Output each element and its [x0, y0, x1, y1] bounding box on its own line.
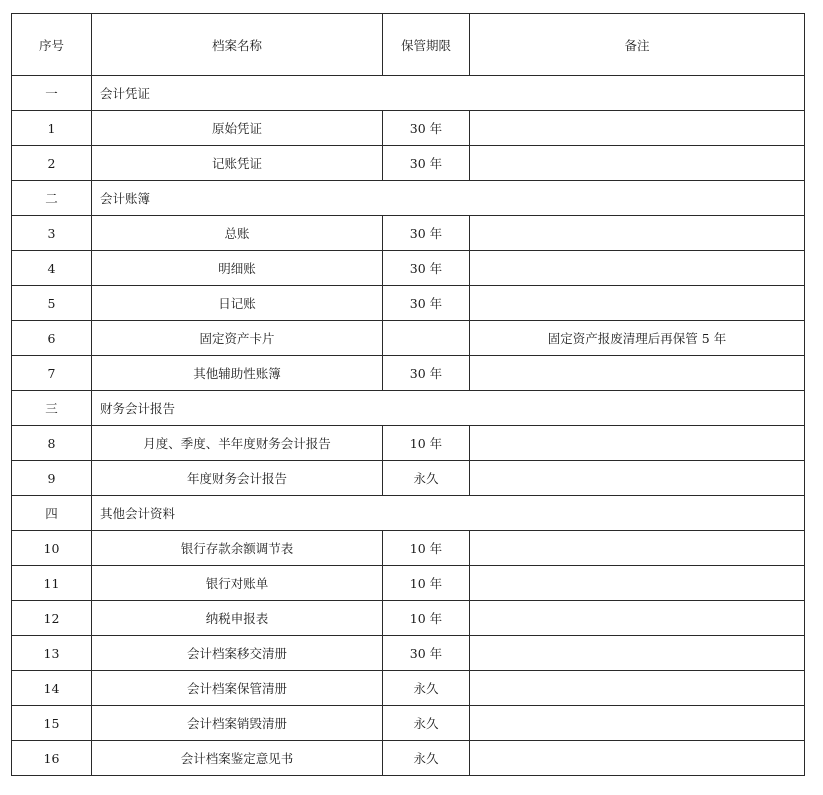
remark-cell	[470, 216, 805, 251]
seq-cell: 12	[12, 601, 92, 636]
table-row	[12, 251, 805, 286]
table-row	[12, 741, 805, 776]
table-row	[12, 146, 805, 181]
remark-cell	[470, 636, 805, 671]
archive-retention-table	[11, 13, 805, 776]
period-cell: 30 年	[383, 636, 470, 671]
header-remark: 备注	[470, 14, 805, 76]
seq-cell: 2	[12, 146, 92, 181]
section-seq-cell: 二	[12, 181, 92, 216]
period-cell: 30 年	[383, 111, 470, 146]
period-cell: 30 年	[383, 251, 470, 286]
name-cell: 银行对账单	[92, 566, 383, 601]
seq-cell: 10	[12, 531, 92, 566]
period-cell: 永久	[383, 741, 470, 776]
period-cell: 30 年	[383, 356, 470, 391]
table-row	[12, 356, 805, 391]
section-seq-cell: 四	[12, 496, 92, 531]
table-body	[12, 76, 805, 776]
seq-cell: 16	[12, 741, 92, 776]
seq-cell: 6	[12, 321, 92, 356]
remark-cell	[470, 531, 805, 566]
section-seq-cell: 一	[12, 76, 92, 111]
remark-cell	[470, 111, 805, 146]
section-row	[12, 391, 805, 426]
seq-cell: 9	[12, 461, 92, 496]
table-row	[12, 601, 805, 636]
seq-cell: 5	[12, 286, 92, 321]
name-cell: 总账	[92, 216, 383, 251]
period-cell: 10 年	[383, 566, 470, 601]
period-cell: 10 年	[383, 531, 470, 566]
table-row	[12, 671, 805, 706]
name-cell: 会计档案移交清册	[92, 636, 383, 671]
name-cell: 记账凭证	[92, 146, 383, 181]
remark-cell	[470, 706, 805, 741]
header-name: 档案名称	[92, 14, 383, 76]
section-row	[12, 76, 805, 111]
name-cell: 原始凭证	[92, 111, 383, 146]
period-cell: 30 年	[383, 286, 470, 321]
section-title-cell: 会计凭证	[92, 76, 805, 111]
remark-cell: 固定资产报废清理后再保管 5 年	[470, 321, 805, 356]
section-title-cell: 会计账簿	[92, 181, 805, 216]
period-cell: 永久	[383, 671, 470, 706]
period-cell: 10 年	[383, 601, 470, 636]
table-row	[12, 286, 805, 321]
period-cell: 10 年	[383, 426, 470, 461]
name-cell: 会计档案鉴定意见书	[92, 741, 383, 776]
table-row	[12, 531, 805, 566]
remark-cell	[470, 601, 805, 636]
seq-cell: 14	[12, 671, 92, 706]
name-cell: 月度、季度、半年度财务会计报告	[92, 426, 383, 461]
section-title-cell: 财务会计报告	[92, 391, 805, 426]
section-row	[12, 181, 805, 216]
table-row	[12, 111, 805, 146]
seq-cell: 1	[12, 111, 92, 146]
seq-cell: 11	[12, 566, 92, 601]
header-row	[12, 14, 805, 76]
seq-cell: 8	[12, 426, 92, 461]
period-cell: 永久	[383, 706, 470, 741]
name-cell: 其他辅助性账簿	[92, 356, 383, 391]
period-cell: 30 年	[383, 146, 470, 181]
section-seq-cell: 三	[12, 391, 92, 426]
table-row	[12, 426, 805, 461]
name-cell: 固定资产卡片	[92, 321, 383, 356]
table-row	[12, 216, 805, 251]
remark-cell	[470, 286, 805, 321]
name-cell: 明细账	[92, 251, 383, 286]
period-cell: 永久	[383, 461, 470, 496]
section-row	[12, 496, 805, 531]
name-cell: 年度财务会计报告	[92, 461, 383, 496]
table-row	[12, 461, 805, 496]
name-cell: 会计档案销毁清册	[92, 706, 383, 741]
section-title-cell: 其他会计资料	[92, 496, 805, 531]
remark-cell	[470, 461, 805, 496]
seq-cell: 3	[12, 216, 92, 251]
remark-cell	[470, 356, 805, 391]
remark-cell	[470, 566, 805, 601]
seq-cell: 4	[12, 251, 92, 286]
table-row	[12, 321, 805, 356]
remark-cell	[470, 741, 805, 776]
table-row	[12, 636, 805, 671]
remark-cell	[470, 251, 805, 286]
header-period: 保管期限	[383, 14, 470, 76]
table-row	[12, 566, 805, 601]
seq-cell: 15	[12, 706, 92, 741]
period-cell	[383, 321, 470, 356]
name-cell: 会计档案保管清册	[92, 671, 383, 706]
seq-cell: 13	[12, 636, 92, 671]
table-row	[12, 706, 805, 741]
name-cell: 纳税申报表	[92, 601, 383, 636]
remark-cell	[470, 146, 805, 181]
header-seq: 序号	[12, 14, 92, 76]
remark-cell	[470, 426, 805, 461]
name-cell: 日记账	[92, 286, 383, 321]
seq-cell: 7	[12, 356, 92, 391]
period-cell: 30 年	[383, 216, 470, 251]
name-cell: 银行存款余额调节表	[92, 531, 383, 566]
remark-cell	[470, 671, 805, 706]
table-header	[12, 14, 805, 76]
